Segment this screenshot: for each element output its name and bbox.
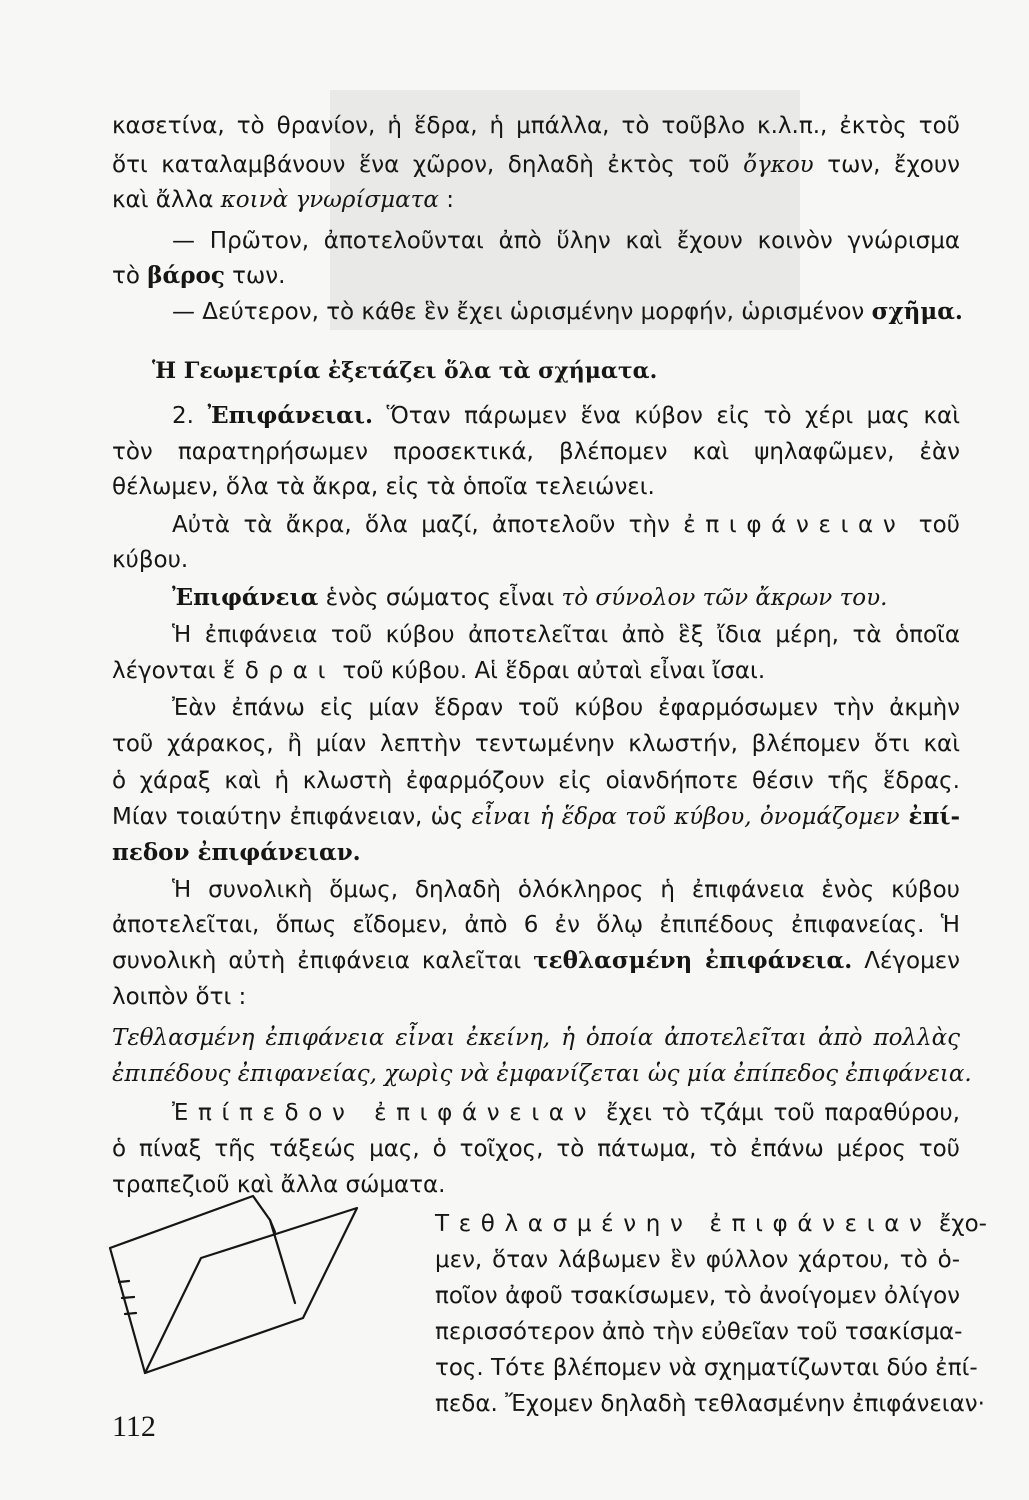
fold-hatch bbox=[125, 1313, 136, 1314]
text-segment: λέγονται bbox=[112, 658, 223, 684]
text-segment: : bbox=[438, 187, 454, 213]
text-line bbox=[112, 434, 960, 470]
text-segment: κασετίνα, τὸ θρανίον, ἡ ἕδρα, ἡ μπάλλα, τὸ τοῦβλο κ.λ.π., ἐκτὸς τοῦ bbox=[112, 113, 960, 139]
definition-line bbox=[172, 580, 960, 616]
definition-line bbox=[112, 1056, 972, 1092]
text-segment: περισσότερον ἀπὸ τὴν εὐθεῖαν τοῦ τσακίσμα- bbox=[435, 1319, 963, 1345]
section-heading bbox=[152, 353, 1000, 389]
text-line bbox=[435, 1206, 987, 1242]
text-line bbox=[112, 1131, 960, 1167]
fold-front-leaf bbox=[145, 1208, 357, 1373]
text-line bbox=[112, 147, 960, 183]
text-segment: τεθλασμένη ἐπιφάνεια. bbox=[533, 947, 853, 974]
text-segment: ἐπιπέδους ἐπιφανείας, χωρὶς νὰ ἐμφανίζεται ὡς μία ἐπίπεδος ἐπιφάνεια. bbox=[112, 1061, 972, 1087]
text-line bbox=[172, 690, 960, 726]
text-segment: τος. Τότε βλέπομεν νὰ σχηματίζωνται δύο ἐπί- bbox=[435, 1355, 978, 1381]
text-segment: ἑνὸς σώματος εἶναι bbox=[318, 585, 562, 611]
text-segment: πεδον ἐπιφάνειαν. bbox=[112, 839, 361, 866]
text-line bbox=[172, 507, 960, 543]
text-segment: Τεθλασμένη ἐπιφάνεια εἶναι ἐκείνη, ἡ ὁποία ἀποτελεῖται ἀπὸ πολλὰς bbox=[112, 1025, 960, 1051]
text-segment: ἔχει τὸ τζάμι τοῦ παραθύρου, bbox=[596, 1100, 960, 1126]
text-segment: — Δεύτερον, τὸ κάθε ἓν ἔχει ὡρισμένην μορφήν, ὡρισμένον bbox=[172, 299, 872, 325]
text-line bbox=[112, 258, 960, 294]
definition-line bbox=[112, 1020, 960, 1056]
text-line bbox=[172, 872, 960, 908]
text-segment: Λέγομεν bbox=[852, 948, 960, 974]
text-line bbox=[172, 1095, 960, 1131]
text-segment: τοῦ χάρακος, ἢ μίαν λεπτὴν τεντωμένην κλωστήν, βλέπομεν ὅτι καὶ bbox=[112, 731, 960, 757]
text-segment: Ἡ Γεωμετρία ἐξετάζει ὅλα τὰ σχήματα. bbox=[152, 358, 658, 384]
text-segment: μεν, ὅταν λάβωμεν ἓν φύλλον χάρτου, τὸ ὁ- bbox=[435, 1247, 960, 1273]
text-segment: λοιπὸν ὅτι : bbox=[112, 984, 247, 1010]
text-line bbox=[172, 617, 960, 653]
text-line bbox=[172, 294, 963, 330]
text-line bbox=[112, 469, 960, 505]
fold-hatch bbox=[122, 1297, 134, 1298]
text-segment: ἀποτελεῖται, ὅπως εἴδομεν, ἀπὸ 6 ἐν ὅλῳ ἐπιπέδους ἐπιφανείας. Ἡ bbox=[112, 912, 960, 938]
text-line bbox=[435, 1386, 985, 1422]
text-line bbox=[435, 1314, 963, 1350]
fold-hatch bbox=[119, 1281, 129, 1282]
text-segment: τοῦ κύβου. Αἱ ἕδραι αὐταὶ εἶναι ἴσαι. bbox=[335, 658, 766, 684]
fold-back-leaf bbox=[110, 1196, 295, 1373]
text-line bbox=[112, 108, 960, 144]
text-segment: Ἐπιφάνειαι. bbox=[207, 402, 373, 429]
text-line bbox=[112, 542, 960, 578]
page-number: 112 bbox=[112, 1410, 156, 1443]
text-segment: τραπεζιοῦ καὶ ἄλλα σώματα. bbox=[112, 1172, 446, 1198]
text-segment: Ἡ ἐπιφάνεια τοῦ κύβου ἀποτελεῖται ἀπὸ ἓξ ἴδια μέρη, τὰ ὁποῖα bbox=[172, 622, 960, 648]
text-segment: των. bbox=[224, 263, 286, 289]
text-segment: καὶ ἄλλα bbox=[112, 187, 221, 213]
text-segment: Τεθλασμένην ἐπιφάνειαν bbox=[435, 1211, 932, 1237]
text-segment: ἔχο- bbox=[931, 1211, 987, 1237]
text-segment: εἶναι ἡ ἕδρα τοῦ κύβου, ὀνομάζομεν bbox=[471, 804, 900, 830]
text-line bbox=[112, 835, 960, 871]
text-segment: ἐπιφάνειαν bbox=[683, 512, 906, 538]
text-segment: ὄγκου bbox=[743, 152, 814, 178]
text-segment: ποῖον ἀφοῦ τσακίσωμεν, τὸ ἀνοίγομεν ὀλίγον bbox=[435, 1283, 960, 1309]
text-line bbox=[112, 943, 960, 979]
text-segment: τὸ σύνολον τῶν ἄκρων του. bbox=[561, 585, 888, 611]
text-line bbox=[112, 726, 960, 762]
text-segment: τὸν παρατηρήσωμεν προσεκτικά, βλέπομεν καὶ ψηλαφῶμεν, ἐὰν bbox=[112, 439, 960, 465]
text-segment: Ὅταν πάρωμεν ἕνα κύβον εἰς τὸ χέρι μας καὶ bbox=[372, 403, 960, 429]
text-segment: ἕδραι bbox=[222, 658, 336, 684]
text-segment: Μίαν τοιαύτην ἐπιφάνειαν, ὡς bbox=[112, 804, 472, 830]
text-line bbox=[435, 1350, 978, 1386]
text-segment: κύβου. bbox=[112, 547, 189, 573]
text-line bbox=[112, 979, 960, 1015]
text-segment: τοῦ bbox=[905, 512, 960, 538]
text-segment: Αὐτὰ τὰ ἄκρα, ὅλα μαζί, ἀποτελοῦν τὴν bbox=[172, 512, 684, 538]
text-segment: Ἐὰν ἐπάνω εἰς μίαν ἕδραν τοῦ κύβου ἐφαρμόσωμεν τὴν ἀκμὴν bbox=[172, 695, 960, 721]
text-segment: — Πρῶτον, ἀποτελοῦνται ἀπὸ ὕλην καὶ ἔχουν κοινὸν γνώρισμα bbox=[172, 228, 960, 254]
text-segment: των, ἔχουν bbox=[813, 152, 960, 178]
text-segment: ὅτι καταλαμβάνουν ἕνα χῶρον, δηλαδὴ ἐκτὸς τοῦ bbox=[112, 152, 744, 178]
text-segment: ἐπί- bbox=[899, 803, 960, 830]
text-segment: σχῆμα. bbox=[871, 298, 963, 325]
text-line bbox=[112, 763, 960, 799]
folded-paper-figure bbox=[105, 1190, 370, 1390]
text-segment: συνολικὴ αὐτὴ ἐπιφάνεια καλεῖται bbox=[112, 948, 534, 974]
text-line bbox=[172, 223, 960, 259]
text-segment: Ἐπιφάνεια bbox=[172, 584, 319, 611]
text-segment: Ἡ συνολικὴ ὅμως, δηλαδὴ ὁλόκληρος ἡ ἐπιφάνεια ἑνὸς κύβου bbox=[172, 877, 960, 903]
text-segment: ὁ χάραξ καὶ ἡ κλωστὴ ἐφαρμόζουν εἰς οἱανδήποτε θέσιν τῆς ἕδρας. bbox=[112, 768, 960, 794]
text-segment: πεδα. Ἔχομεν δηλαδὴ τεθλασμένην ἐπιφάνειαν· bbox=[435, 1391, 985, 1417]
text-segment: κοινὰ γνωρίσματα bbox=[220, 187, 439, 213]
text-segment: θέλωμεν, ὅλα τὰ ἄκρα, εἰς τὰ ὁποῖα τελειώνει. bbox=[112, 474, 655, 500]
text-segment: βάρος bbox=[147, 262, 225, 289]
text-segment: ὁ πίναξ τῆς τάξεώς μας, ὁ τοῖχος, τὸ πάτωμα, τὸ ἐπάνω μέρος τοῦ bbox=[112, 1136, 960, 1162]
text-line bbox=[172, 398, 960, 434]
text-line bbox=[112, 907, 960, 943]
text-segment: 2. bbox=[172, 403, 208, 429]
text-line bbox=[112, 182, 960, 218]
text-line bbox=[112, 653, 960, 689]
text-segment: τὸ bbox=[112, 263, 148, 289]
text-line bbox=[112, 799, 960, 835]
text-line bbox=[435, 1242, 960, 1278]
text-line bbox=[435, 1278, 960, 1314]
text-segment: Ἐπίπεδον ἐπιφάνειαν bbox=[172, 1100, 597, 1126]
